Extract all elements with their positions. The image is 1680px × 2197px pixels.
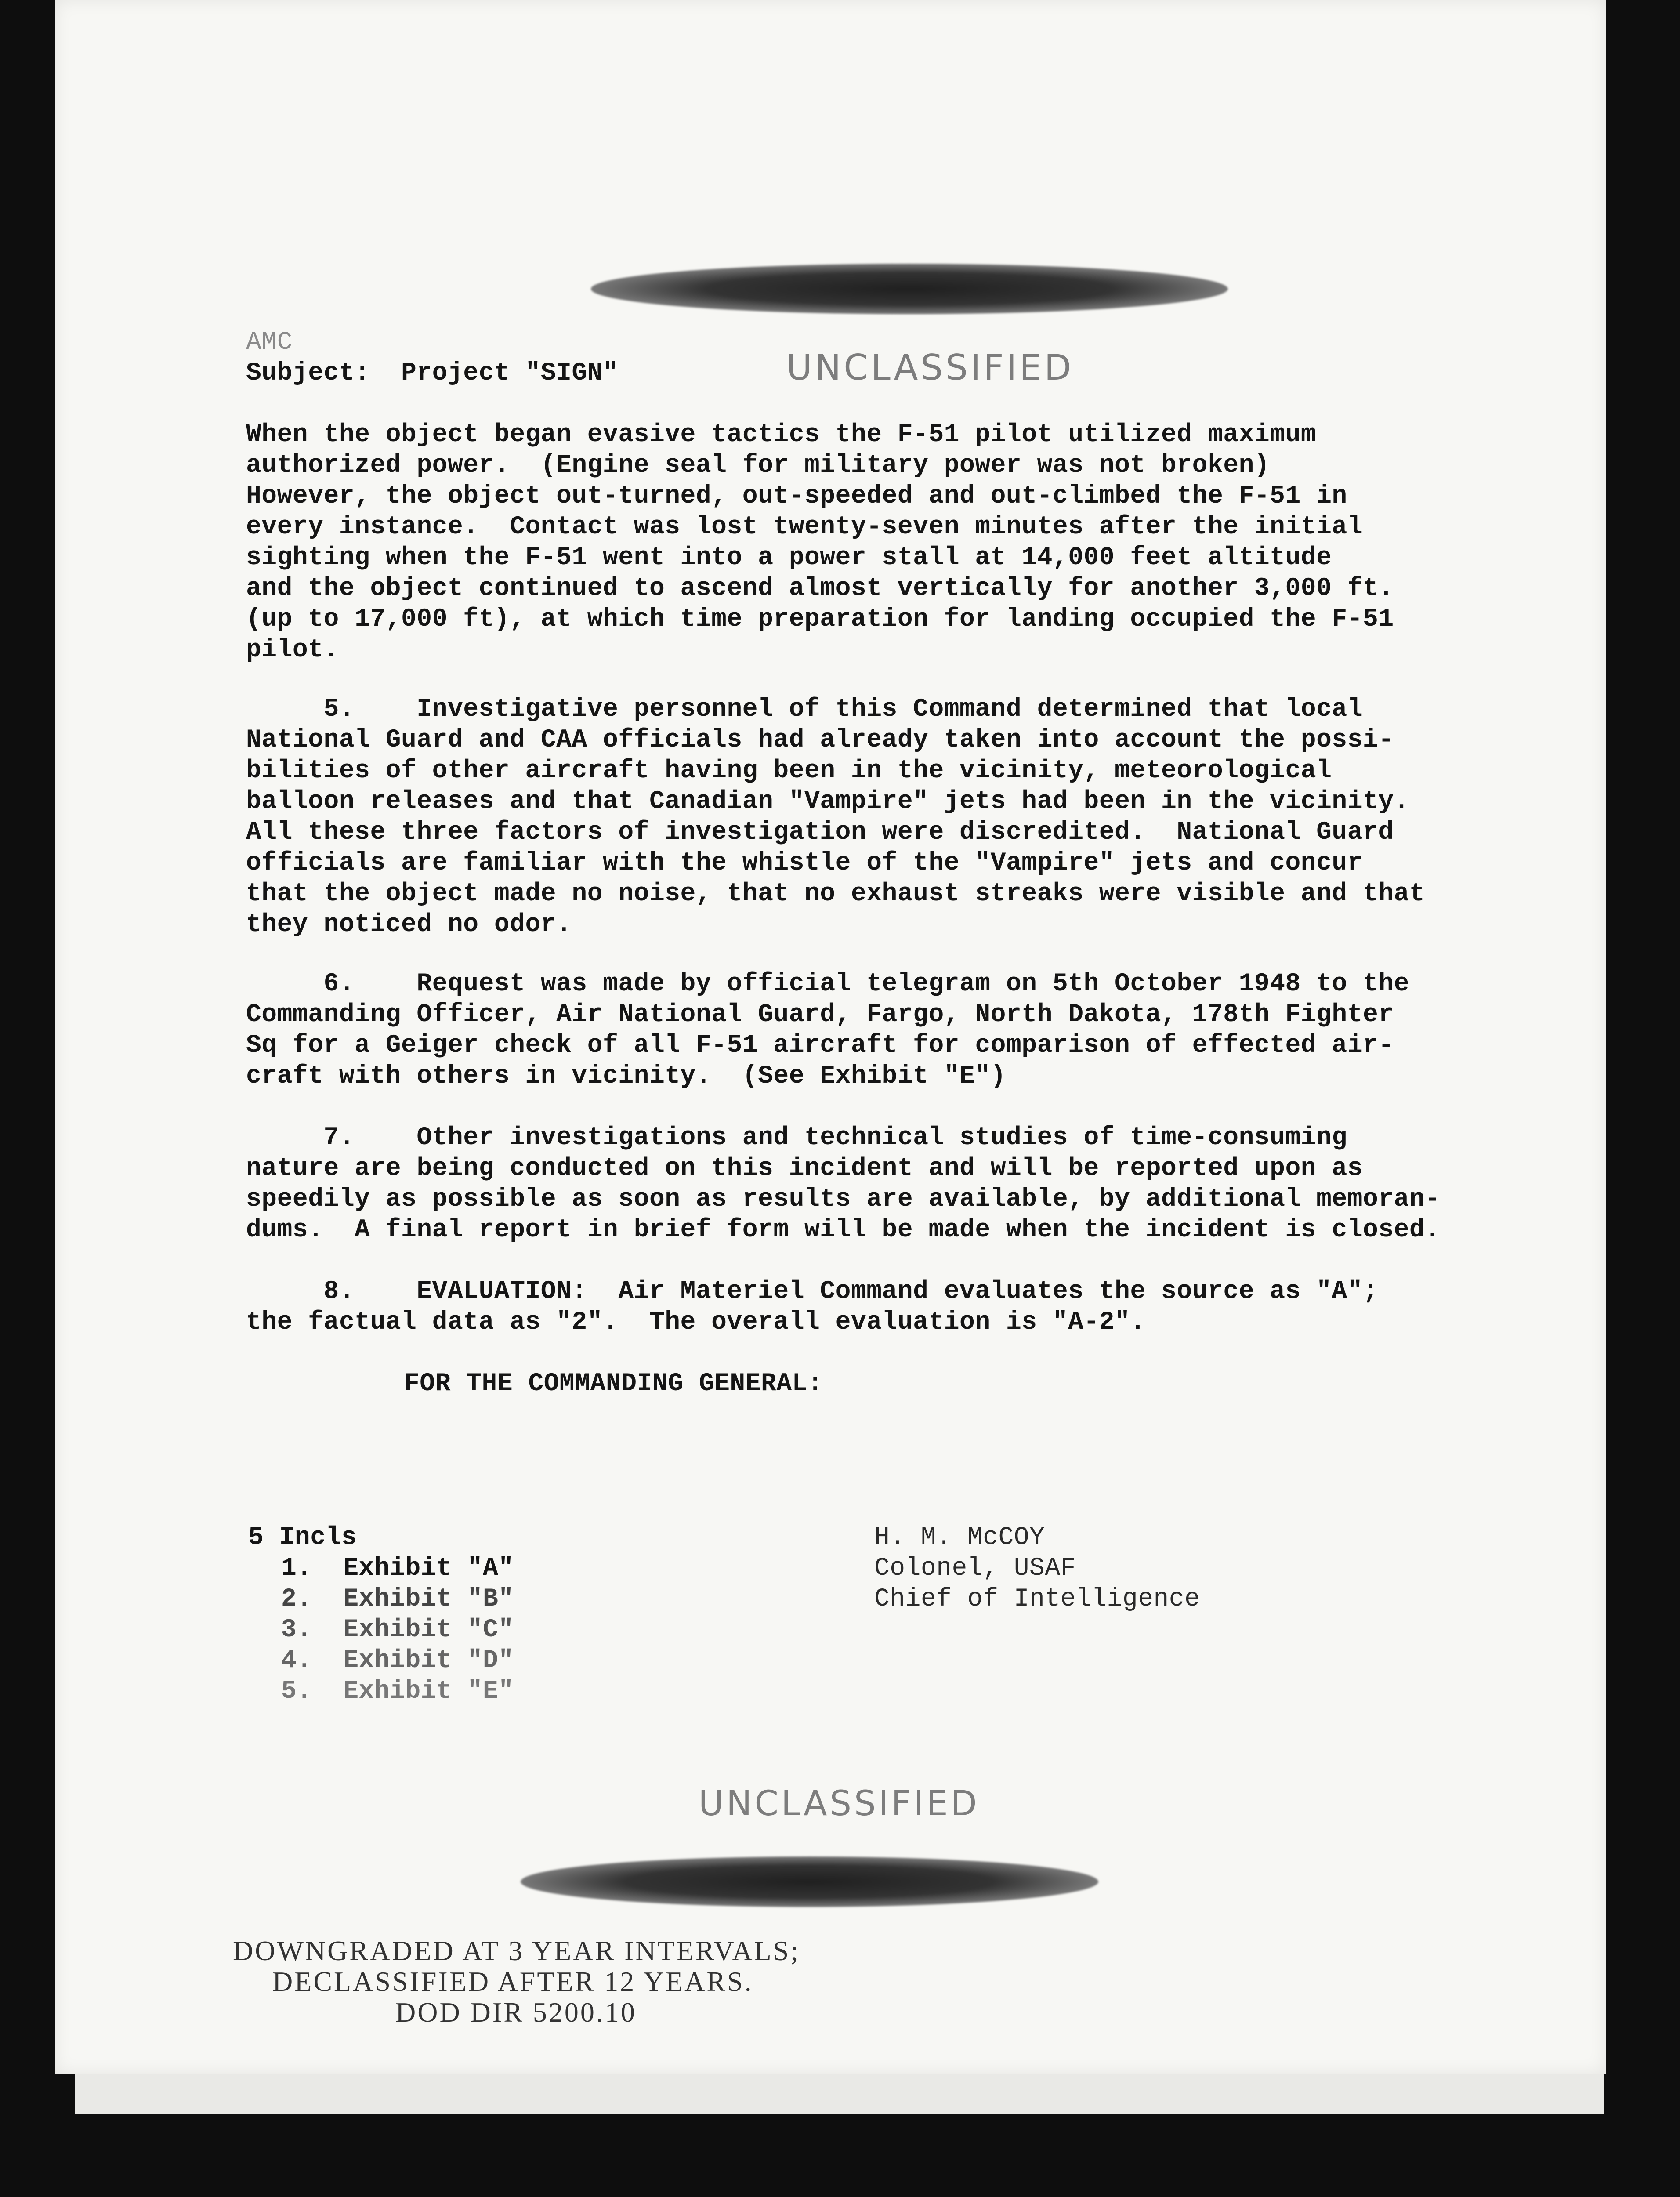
text-line: Commanding Officer, Air National Guard, Fargo, North Dakota, 178th Fighter [246,1001,1394,1029]
enclosure-heading: 5 Incls [248,1523,357,1552]
text-line: sighting when the F-51 went into a power stall at 14,000 feet altitude [246,544,1332,572]
org-code: AMC [246,328,293,357]
text-line: 6. Request was made by official telegram on 5th October 1948 to the [246,970,1409,998]
signer-name: H. M. McCOY [874,1523,1045,1552]
text-line: dums. A final report in brief form will be made when the incident is closed. [246,1216,1441,1244]
text-line: balloon releases and that Canadian "Vampire" jets had been in the vicinity. [246,787,1409,816]
signer-title: Chief of Intelligence [874,1585,1200,1613]
text-line: pilot. [246,636,339,664]
subject-line: Subject: Project "SIGN" [246,359,619,388]
text-line: 8. EVALUATION: Air Materiel Command evaluates the source as "A"; [246,1277,1379,1306]
signer-rank: Colonel, USAF [874,1554,1076,1583]
text-line: they noticed no odor. [246,910,572,939]
text-line: speedily as possible as soon as results are available, by additional memoran- [246,1185,1441,1214]
redaction-mark-top [591,264,1228,314]
text-line: (up to 17,000 ft), at which time preparation for landing occupied the F-51 [246,605,1394,634]
text-line: the factual data as "2". The overall evaluation is "A-2". [246,1308,1146,1337]
enclosure-item: 4. Exhibit "D" [281,1646,514,1675]
text-line: that the object made no noise, that no exhaust streaks were visible and that [246,880,1425,908]
classification-stamp-bottom: UNCLASSIFIED [699,1784,980,1824]
text-line: bilities of other aircraft having been in the vicinity, meteorological [246,757,1332,785]
closing-line: FOR THE COMMANDING GENERAL: [404,1370,823,1398]
downgrade-line: DOD DIR 5200.10 [395,1997,637,2028]
classification-stamp-top: UNCLASSIFIED [786,347,1074,388]
text-line: and the object continued to ascend almost vertically for another 3,000 ft. [246,574,1394,603]
text-line: 7. Other investigations and technical studies of time-consuming [246,1124,1347,1152]
text-line: Sq for a Geiger check of all F-51 aircraft for comparison of effected air- [246,1031,1394,1060]
enclosure-item: 5. Exhibit "E" [281,1677,514,1706]
enclosure-item: 1. Exhibit "A" [281,1554,514,1583]
text-line: All these three factors of investigation were discredited. National Guard [246,818,1394,847]
text-line: nature are being conducted on this incident and will be reported upon as [246,1154,1363,1183]
text-line: However, the object out-turned, out-speeded and out-climbed the F-51 in [246,482,1347,511]
text-line: When the object began evasive tactics the F-51 pilot utilized maximum [246,421,1317,449]
text-line: 5. Investigative personnel of this Command determined that local [246,695,1363,724]
text-line: authorized power. (Engine seal for military power was not broken) [246,451,1270,480]
enclosure-item: 3. Exhibit "C" [281,1616,514,1644]
downgrade-line: DECLASSIFIED AFTER 12 YEARS. [272,1966,753,1997]
text-line: officials are familiar with the whistle of the "Vampire" jets and concur [246,849,1363,877]
enclosure-item: 2. Exhibit "B" [281,1585,514,1613]
redaction-mark-bottom [521,1856,1098,1907]
downgrade-line: DOWNGRADED AT 3 YEAR INTERVALS; [233,1935,800,1966]
text-line: every instance. Contact was lost twenty-seven minutes after the initial [246,513,1363,541]
text-line: craft with others in vicinity. (See Exhibit "E") [246,1062,1006,1091]
page-edge [75,2074,1604,2114]
text-line: National Guard and CAA officials had already taken into account the possi- [246,726,1394,754]
